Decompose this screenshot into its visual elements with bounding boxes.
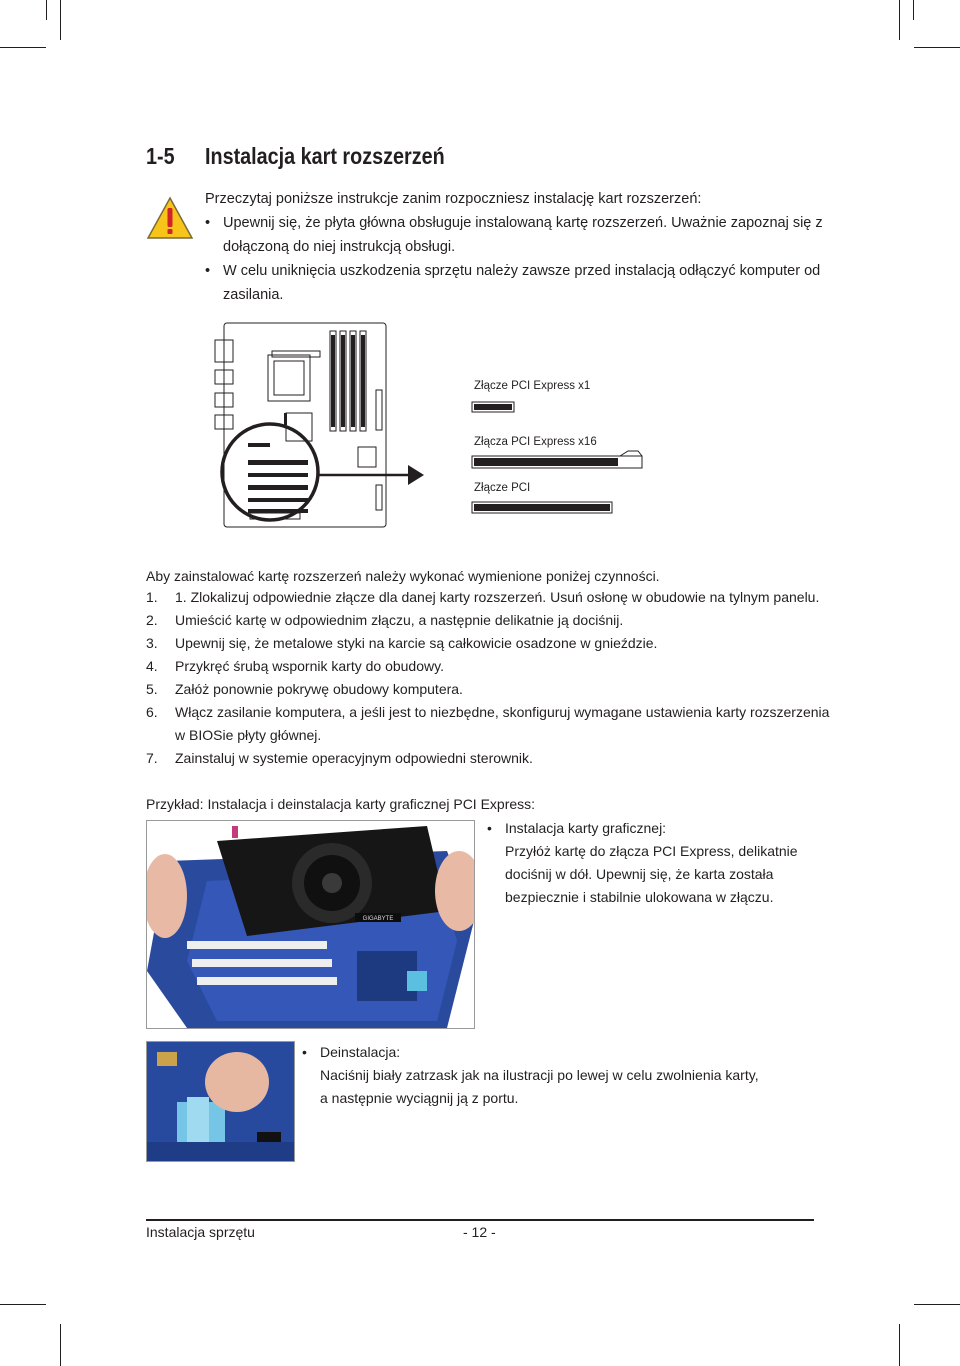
bullet-text: Upewnij się, że płyta główna obsługuje instalowaną kartę rozszerzeń. Uważnie zapoznaj się z (223, 215, 823, 231)
bullet-icon: • (205, 263, 211, 279)
gpu-install-photo (146, 820, 475, 1029)
page-number: - 12 - (463, 1224, 496, 1240)
motherboard-illustration (210, 315, 650, 555)
section-title: Instalacja kart rozszerzeń (205, 143, 445, 169)
warning-triangle-icon (146, 196, 194, 245)
uninstall-line-1: Naciśnij biały zatrzask jak na ilustracji po lewej w celu zwolnienia karty, (320, 1067, 759, 1083)
warning-bullet-1-cont: dołączoną do niej instrukcją obsługi. (223, 239, 456, 255)
install-line-3: bezpiecznie i stabilnie ulokowana w złączu. (505, 889, 774, 905)
warning-bullet-2-cont: zasilania. (223, 287, 284, 303)
latch-release-photo (146, 1041, 295, 1162)
install-line-1: Przyłóż kartę do złącza PCI Express, delikatnie (505, 843, 798, 859)
section-number: 1-5 (146, 143, 175, 169)
label-pci: Złącze PCI (474, 482, 531, 494)
warning-intro: Przeczytaj poniższe instrukcje zanim rozpoczniesz instalację kart rozszerzeń: (205, 191, 702, 207)
uninstall-title: Deinstalacja: (320, 1044, 401, 1060)
bullet-text: W celu uniknięcia uszkodzenia sprzętu należy zawsze przed instalacją odłączyć komputer od (223, 263, 821, 279)
motherboard-diagram (210, 315, 650, 555)
bullet-icon: • (487, 820, 492, 836)
steps-intro: Aby zainstalować kartę rozszerzeń należy wykonać wymienione poniżej czynności. (146, 568, 660, 584)
bullet-icon: • (205, 215, 211, 231)
footer-section: Instalacja sprzętu (146, 1224, 255, 1240)
install-title: Instalacja karty graficznej: (505, 820, 667, 836)
gpu-brand-text: GIGABYTE (362, 916, 394, 922)
example-heading: Przykład: Instalacja i deinstalacja karty graficznej PCI Express: (146, 796, 536, 812)
steps-list: 1. 1. Zlokalizuj odpowiednie złącze dla danej karty rozszerzeń. Usuń osłonę w obudowie na tylnym panelu. 2. Umieścić kartę w odpowiednim złączu, a następnie delikatnie ją dociśnij. 3. Upewnij się, że metalowe styki na karcie są całkowicie osadzone w gnieździe. 4. Przykręć śrubą wspornik karty do obudowy. 5. Załóż ponownie pokrywę obudowy komputera. 6. Włącz zasilanie komputera, a jeśli jest to niezbędne, skonfiguruj wymagane ustawienia karty rozszerzenia w BIOSie płyty głównej. 7. Zainstaluj w systemie operacyjnym odpowiedni sterownik. (146, 589, 830, 766)
uninstall-line-2: a następnie wyciągnij ją z portu. (320, 1090, 519, 1106)
label-pcie-x1: Złącze PCI Express x1 (474, 380, 591, 392)
label-pcie-x16: Złącza PCI Express x16 (474, 436, 597, 448)
install-line-2: dociśnij w dół. Upewnij się, że karta została (505, 866, 774, 882)
bullet-icon: • (302, 1044, 307, 1060)
